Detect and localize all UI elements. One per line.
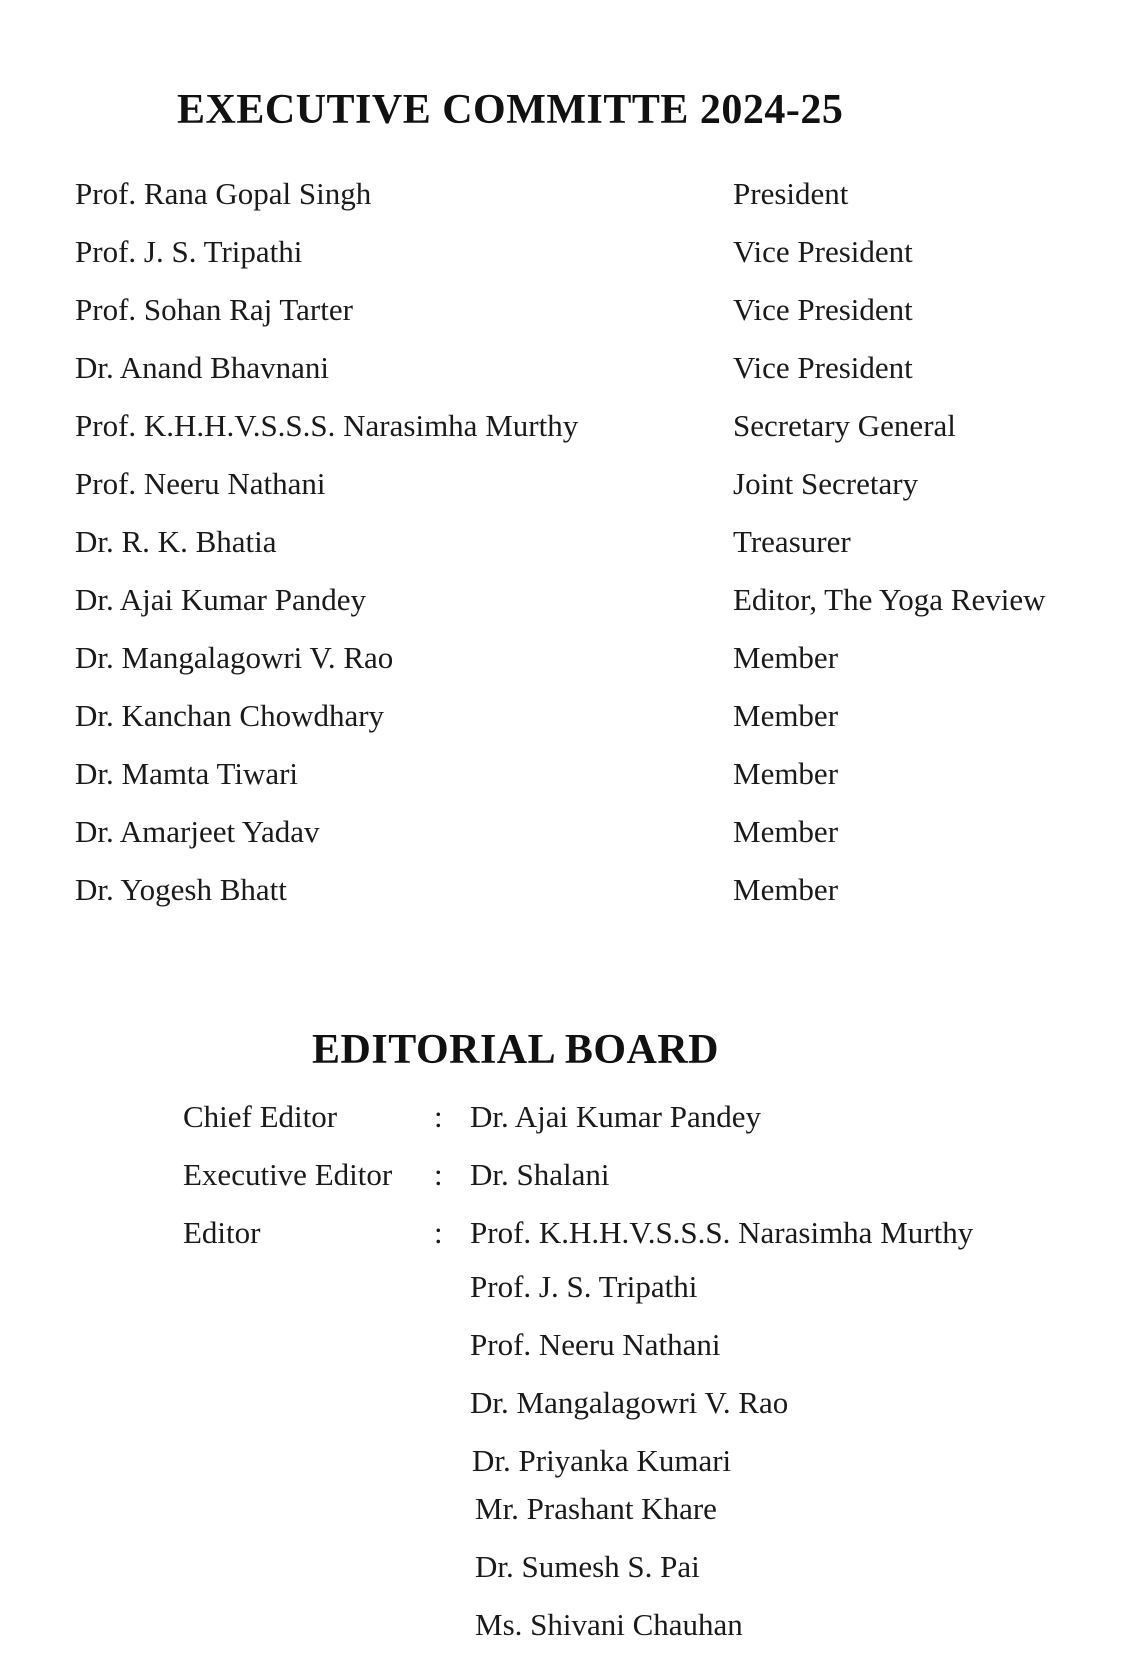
member-name: Prof. J. S. Tripathi (75, 234, 303, 269)
committee-row (75, 165, 1115, 223)
committee-row (75, 397, 1115, 455)
member-role: Treasurer (733, 524, 851, 559)
editor-name: Mr. Prashant Khare (475, 1491, 717, 1526)
member-name: Dr. Mamta Tiwari (75, 756, 299, 791)
member-name: Dr. R. K. Bhatia (75, 524, 277, 559)
committee-row (75, 803, 1115, 861)
member-name: Dr. Amarjeet Yadav (75, 814, 320, 849)
member-role: Secretary General (733, 408, 956, 443)
separator: : (434, 1157, 443, 1192)
executive-editor-name: Dr. Shalani (470, 1157, 610, 1192)
member-role: Member (733, 640, 839, 675)
editor-name: Dr. Sumesh S. Pai (475, 1549, 700, 1584)
committee-row (75, 687, 1115, 745)
executive-editor-label: Executive Editor (183, 1157, 393, 1192)
editor-name: Dr. Priyanka Kumari (472, 1443, 732, 1478)
editor-list (470, 1262, 788, 1658)
editor-name: Ms. Shivani Chauhan (475, 1607, 743, 1642)
member-name: Prof. Neeru Nathani (75, 466, 326, 501)
member-role: Vice President (733, 292, 913, 327)
member-role: Vice President (733, 234, 913, 269)
committee-row (75, 455, 1115, 513)
member-name: Dr. Mangalagowri V. Rao (75, 640, 394, 675)
editorial-board (183, 1088, 1103, 1642)
chief-editor-label: Chief Editor (183, 1099, 338, 1134)
member-role: Member (733, 814, 839, 849)
editor-name: Prof. Neeru Nathani (470, 1327, 721, 1362)
member-role: Vice President (733, 350, 913, 385)
executive-editor-row (183, 1146, 1103, 1204)
executive-committee-title: EXECUTIVE COMMITTE 2024-25 (177, 87, 844, 134)
chief-editor-name: Dr. Ajai Kumar Pandey (470, 1099, 762, 1134)
member-role: President (733, 176, 849, 211)
member-name: Dr. Anand Bhavnani (75, 350, 329, 385)
member-name: Prof. Rana Gopal Singh (75, 176, 372, 211)
separator: : (434, 1099, 443, 1134)
executive-committee-list (75, 165, 1115, 919)
committee-row (75, 629, 1115, 687)
editor-name: Prof. J. S. Tripathi (470, 1269, 698, 1304)
editor-label: Editor (183, 1215, 261, 1250)
committee-row (75, 281, 1115, 339)
member-name: Dr. Kanchan Chowdhary (75, 698, 385, 733)
editor-row (183, 1204, 1103, 1262)
member-role: Editor, The Yoga Review (733, 582, 1046, 617)
member-name: Prof. Sohan Raj Tarter (75, 292, 353, 327)
committee-row (75, 513, 1115, 571)
member-name: Dr. Yogesh Bhatt (75, 872, 287, 907)
separator: : (434, 1215, 443, 1250)
member-name: Prof. K.H.H.V.S.S.S. Narasimha Murthy (75, 408, 579, 443)
member-role: Joint Secretary (733, 466, 919, 501)
editor-name: Prof. K.H.H.V.S.S.S. Narasimha Murthy (470, 1215, 974, 1250)
committee-row (75, 339, 1115, 397)
member-role: Member (733, 756, 839, 791)
editorial-board-title: EDITORIAL BOARD (312, 1027, 719, 1074)
member-role: Member (733, 698, 839, 733)
committee-row (75, 223, 1115, 281)
committee-row (75, 861, 1115, 919)
editor-name: Dr. Mangalagowri V. Rao (470, 1385, 789, 1420)
chief-editor-row (183, 1088, 1103, 1146)
member-name: Dr. Ajai Kumar Pandey (75, 582, 367, 617)
committee-row (75, 571, 1115, 629)
committee-row (75, 745, 1115, 803)
member-role: Member (733, 872, 839, 907)
